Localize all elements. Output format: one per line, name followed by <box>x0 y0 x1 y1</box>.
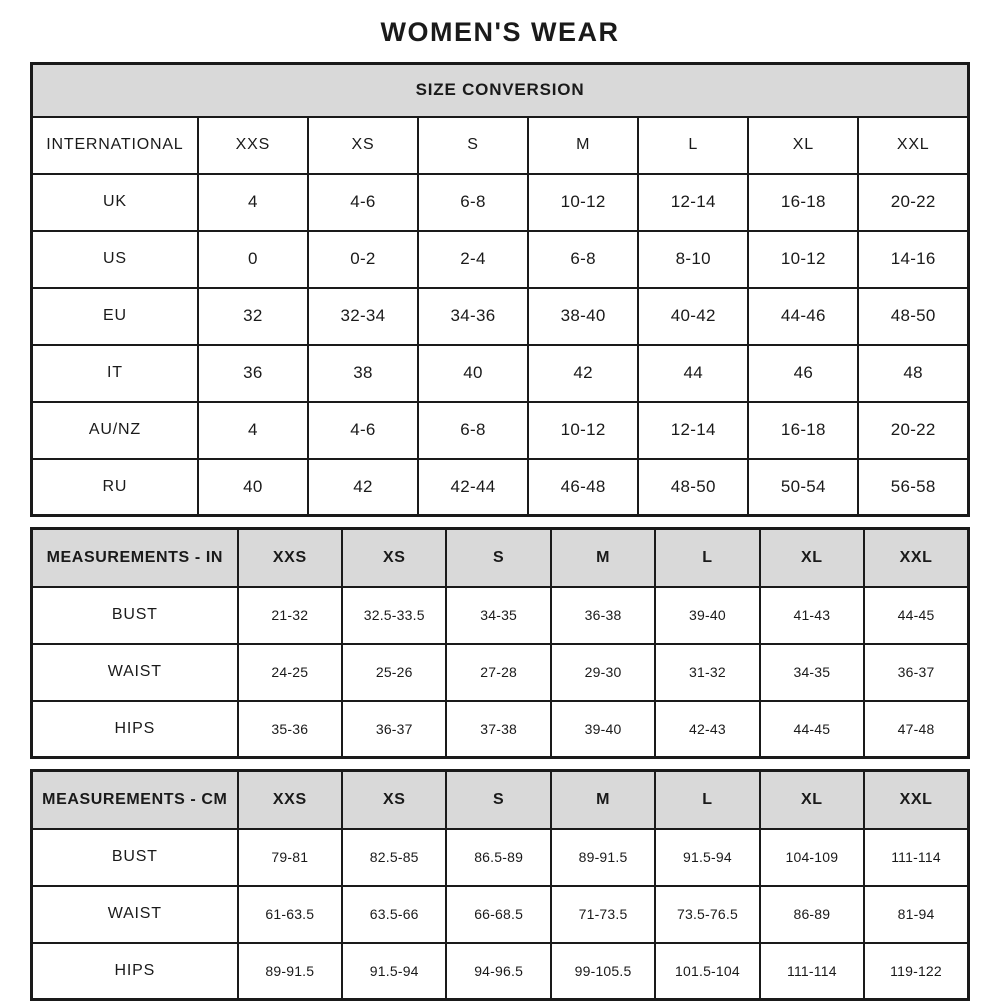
size-cell: 46-48 <box>528 459 638 516</box>
row-label-it: IT <box>32 345 198 402</box>
measurement-cell: 91.5-94 <box>655 829 759 886</box>
measurement-cell: 66-68.5 <box>446 886 550 943</box>
column-header-xxl: XXL <box>864 771 968 829</box>
measurement-cell: 82.5-85 <box>342 829 446 886</box>
table-row-waist-cm <box>32 886 969 943</box>
measurement-cell: 111-114 <box>760 943 864 1000</box>
measurement-cell: 29-30 <box>551 644 655 701</box>
size-cell: 42 <box>308 459 418 516</box>
measurement-cell: 36-37 <box>342 701 446 758</box>
size-conversion-header: SIZE CONVERSION <box>32 64 969 117</box>
measurement-cell: 39-40 <box>551 701 655 758</box>
measurement-cell: 89-91.5 <box>551 829 655 886</box>
measurement-cell: 21-32 <box>238 587 342 644</box>
measurement-cell: 89-91.5 <box>238 943 342 1000</box>
column-header-xl: XL <box>760 771 864 829</box>
size-cell: 14-16 <box>858 231 968 288</box>
measurement-cell: 34-35 <box>760 644 864 701</box>
measurements-cm-header: MEASUREMENTS - CM <box>32 771 238 829</box>
column-header-row <box>32 117 969 174</box>
row-label-bust: BUST <box>32 829 238 886</box>
measurement-cell: 111-114 <box>864 829 968 886</box>
row-label-waist: WAIST <box>32 886 238 943</box>
row-label-aunz: AU/NZ <box>32 402 198 459</box>
measurement-cell: 36-38 <box>551 587 655 644</box>
measurement-cell: 119-122 <box>864 943 968 1000</box>
size-cell: 48 <box>858 345 968 402</box>
measurement-cell: 35-36 <box>238 701 342 758</box>
measurement-cell: 37-38 <box>446 701 550 758</box>
measurement-cell: 32.5-33.5 <box>342 587 446 644</box>
size-cell: 12-14 <box>638 174 748 231</box>
column-header-s: S <box>446 771 550 829</box>
size-cell: 20-22 <box>858 174 968 231</box>
size-cell: 46 <box>748 345 858 402</box>
size-cell: 4 <box>198 402 308 459</box>
row-label-ru: RU <box>32 459 198 516</box>
row-label-waist: WAIST <box>32 644 238 701</box>
measurement-cell: 104-109 <box>760 829 864 886</box>
measurements-cm-table <box>30 769 970 1001</box>
size-cell: 16-18 <box>748 402 858 459</box>
size-cell: 36 <box>198 345 308 402</box>
size-cell: 44-46 <box>748 288 858 345</box>
row-label-bust: BUST <box>32 587 238 644</box>
size-cell: 10-12 <box>528 402 638 459</box>
column-header-xs: XS <box>342 529 446 587</box>
size-cell: 40-42 <box>638 288 748 345</box>
size-cell: 4-6 <box>308 174 418 231</box>
size-cell: 8-10 <box>638 231 748 288</box>
measurement-cell: 99-105.5 <box>551 943 655 1000</box>
size-cell: 56-58 <box>858 459 968 516</box>
table-row-hips-cm <box>32 943 969 1000</box>
column-header-international: INTERNATIONAL <box>32 117 198 174</box>
column-header-xs: XS <box>308 117 418 174</box>
size-cell: 40 <box>198 459 308 516</box>
measurement-cell: 63.5-66 <box>342 886 446 943</box>
size-cell: 4-6 <box>308 402 418 459</box>
measurement-cell: 25-26 <box>342 644 446 701</box>
row-label-uk: UK <box>32 174 198 231</box>
size-cell: 32-34 <box>308 288 418 345</box>
measurement-cell: 79-81 <box>238 829 342 886</box>
size-cell: 40 <box>418 345 528 402</box>
measurements-in-table <box>30 527 970 759</box>
table-row-eu <box>32 288 969 345</box>
row-label-hips: HIPS <box>32 943 238 1000</box>
measurement-cell: 86.5-89 <box>446 829 550 886</box>
measurement-cell: 101.5-104 <box>655 943 759 1000</box>
size-cell: 20-22 <box>858 402 968 459</box>
measurement-cell: 36-37 <box>864 644 968 701</box>
measurement-cell: 24-25 <box>238 644 342 701</box>
measurement-cell: 61-63.5 <box>238 886 342 943</box>
column-header-s: S <box>446 529 550 587</box>
measurement-cell: 71-73.5 <box>551 886 655 943</box>
row-label-hips: HIPS <box>32 701 238 758</box>
measurement-cell: 73.5-76.5 <box>655 886 759 943</box>
size-cell: 6-8 <box>418 402 528 459</box>
measurement-cell: 31-32 <box>655 644 759 701</box>
column-header-m: M <box>528 117 638 174</box>
table-row-uk <box>32 174 969 231</box>
table-row-bust-cm <box>32 829 969 886</box>
size-cell: 10-12 <box>748 231 858 288</box>
measurement-cell: 47-48 <box>864 701 968 758</box>
column-header-xxl: XXL <box>864 529 968 587</box>
column-header-xxs: XXS <box>198 117 308 174</box>
size-conversion-table <box>30 62 970 517</box>
measurement-cell: 91.5-94 <box>342 943 446 1000</box>
size-cell: 44 <box>638 345 748 402</box>
size-cell: 50-54 <box>748 459 858 516</box>
column-header-l: L <box>655 529 759 587</box>
column-header-l: L <box>638 117 748 174</box>
column-header-s: S <box>418 117 528 174</box>
table-row-ru <box>32 459 969 516</box>
size-cell: 38 <box>308 345 418 402</box>
size-cell: 6-8 <box>418 174 528 231</box>
measurement-cell: 81-94 <box>864 886 968 943</box>
size-cell: 10-12 <box>528 174 638 231</box>
column-header-l: L <box>655 771 759 829</box>
column-header-row <box>32 771 969 829</box>
measurements-in-header: MEASUREMENTS - IN <box>32 529 238 587</box>
size-cell: 42-44 <box>418 459 528 516</box>
column-header-xxs: XXS <box>238 529 342 587</box>
table-row-bust-in <box>32 587 969 644</box>
size-cell: 34-36 <box>418 288 528 345</box>
column-header-xxl: XXL <box>858 117 968 174</box>
size-cell: 4 <box>198 174 308 231</box>
table-row-aunz <box>32 402 969 459</box>
measurement-cell: 41-43 <box>760 587 864 644</box>
measurement-cell: 27-28 <box>446 644 550 701</box>
size-cell: 42 <box>528 345 638 402</box>
column-header-xl: XL <box>748 117 858 174</box>
measurement-cell: 94-96.5 <box>446 943 550 1000</box>
table-row-it <box>32 345 969 402</box>
column-header-row <box>32 529 969 587</box>
size-cell: 38-40 <box>528 288 638 345</box>
measurement-cell: 44-45 <box>864 587 968 644</box>
row-label-eu: EU <box>32 288 198 345</box>
measurement-cell: 86-89 <box>760 886 864 943</box>
table-banner-row <box>32 64 969 117</box>
column-header-m: M <box>551 529 655 587</box>
measurement-cell: 34-35 <box>446 587 550 644</box>
size-cell: 0-2 <box>308 231 418 288</box>
size-cell: 16-18 <box>748 174 858 231</box>
measurement-cell: 42-43 <box>655 701 759 758</box>
table-row-waist-in <box>32 644 969 701</box>
column-header-xl: XL <box>760 529 864 587</box>
size-cell: 0 <box>198 231 308 288</box>
table-row-hips-in <box>32 701 969 758</box>
measurement-cell: 39-40 <box>655 587 759 644</box>
column-header-xxs: XXS <box>238 771 342 829</box>
size-cell: 2-4 <box>418 231 528 288</box>
size-cell: 12-14 <box>638 402 748 459</box>
column-header-m: M <box>551 771 655 829</box>
measurement-cell: 44-45 <box>760 701 864 758</box>
size-cell: 48-50 <box>638 459 748 516</box>
size-cell: 48-50 <box>858 288 968 345</box>
page-title: WOMEN'S WEAR <box>380 17 620 47</box>
size-cell: 32 <box>198 288 308 345</box>
column-header-xs: XS <box>342 771 446 829</box>
table-row-us <box>32 231 969 288</box>
size-cell: 6-8 <box>528 231 638 288</box>
row-label-us: US <box>32 231 198 288</box>
